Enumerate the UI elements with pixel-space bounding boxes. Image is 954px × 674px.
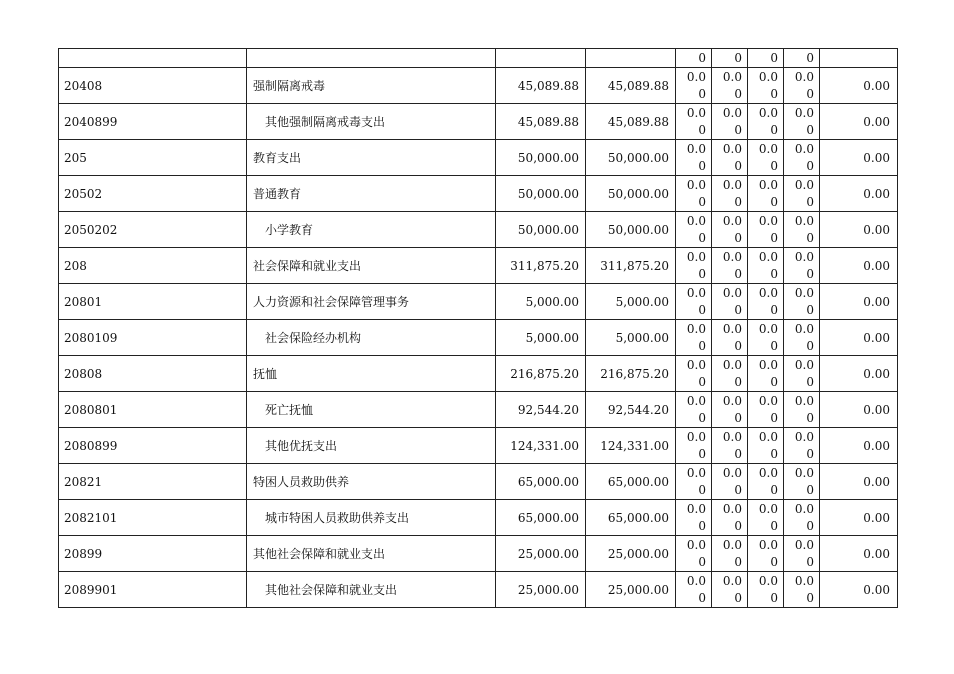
small-value-line2: 0 [770,86,778,101]
small-value-line2: 0 [770,194,778,209]
small-value-cell [784,140,820,176]
name-cell: 其他强制隔离戒毒支出 [247,104,496,140]
small-value-line1: 0.0 [686,141,706,156]
small-value-line1: 0.0 [758,249,778,264]
small-value-line1: 0.0 [722,393,742,408]
name-cell [247,49,496,68]
small-value-line1: 0.0 [686,573,706,588]
small-value-line1: 0.0 [722,573,742,588]
small-value-line2: 0 [806,410,814,425]
small-value-cell [784,320,820,356]
small-value-line1: 0.0 [722,321,742,336]
table-row [59,392,898,428]
small-value-cell [676,500,712,536]
small-value-cell [712,464,748,500]
small-value-line2: 0 [806,122,814,137]
code-cell: 2080801 [59,392,247,428]
small-value-line2: 0 [806,446,814,461]
amount-cell: 65,000.00 [496,500,586,536]
code-cell: 20808 [59,356,247,392]
small-value-line2: 0 [734,86,742,101]
small-value-cell [712,212,748,248]
small-value-cell [676,392,712,428]
small-value-line2: 0 [770,374,778,389]
small-value-line2: 0 [734,158,742,173]
small-value-line2: 0 [806,554,814,569]
small-value-cell [676,284,712,320]
small-value-line1: 0.0 [758,501,778,516]
last-cell: 0.00 [820,536,898,572]
last-cell: 0.00 [820,248,898,284]
amount-cell: 25,000.00 [496,572,586,608]
small-value-cell [712,68,748,104]
small-value-cell [784,176,820,212]
small-value-line2: 0 [770,446,778,461]
small-value-line1: 0.0 [686,213,706,228]
small-value-cell [784,284,820,320]
small-value-line2: 0 [770,266,778,281]
small-value-line1: 0.0 [794,285,814,300]
small-value-line1: 0.0 [758,429,778,444]
small-value-line2: 0 [734,266,742,281]
amount-cell: 5,000.00 [496,320,586,356]
table-row [59,212,898,248]
small-value-cell: 0 [676,49,712,68]
small-value-line2: 0 [734,446,742,461]
amount-cell: 5,000.00 [586,320,676,356]
small-value-line2: 0 [698,554,706,569]
small-value-cell [676,464,712,500]
amount-cell: 5,000.00 [586,284,676,320]
code-cell: 20408 [59,68,247,104]
table-row [59,572,898,608]
name-cell: 特困人员救助供养 [247,464,496,500]
small-value-cell [748,176,784,212]
amount-cell: 45,089.88 [496,68,586,104]
last-cell [820,49,898,68]
last-cell: 0.00 [820,176,898,212]
small-value-line2: 0 [770,554,778,569]
small-value-line2: 0 [698,338,706,353]
amount-cell: 311,875.20 [496,248,586,284]
table-body [59,49,898,608]
amount-cell: 45,089.88 [586,104,676,140]
small-value-line1: 0.0 [758,69,778,84]
small-value-cell [676,212,712,248]
small-value-cell [712,248,748,284]
code-cell: 2050202 [59,212,247,248]
amount-cell: 50,000.00 [586,176,676,212]
small-value-cell [748,392,784,428]
small-value-line2: 0 [806,590,814,605]
name-cell: 抚恤 [247,356,496,392]
small-value-line2: 0 [698,446,706,461]
small-value-cell: 0 [748,49,784,68]
name-cell: 其他优抚支出 [247,428,496,464]
last-cell: 0.00 [820,428,898,464]
last-cell: 0.00 [820,68,898,104]
small-value-line1: 0.0 [794,573,814,588]
table-row [59,68,898,104]
small-value-cell [712,176,748,212]
small-value-line1: 0.0 [794,177,814,192]
small-value-line2: 0 [698,194,706,209]
small-value-cell [712,572,748,608]
small-value-line2: 0 [806,194,814,209]
small-value-line2: 0 [770,230,778,245]
amount-cell: 311,875.20 [586,248,676,284]
table-row [59,140,898,176]
amount-cell: 50,000.00 [586,212,676,248]
small-value-cell [784,212,820,248]
amount-cell: 50,000.00 [496,140,586,176]
small-value-line2: 0 [806,374,814,389]
small-value-cell [676,68,712,104]
small-value-line1: 0.0 [722,285,742,300]
small-value-line1: 0.0 [758,357,778,372]
table-row [59,500,898,536]
small-value-line2: 0 [698,158,706,173]
name-cell: 其他社会保障和就业支出 [247,536,496,572]
small-value-line2: 0 [770,122,778,137]
small-value-cell [712,104,748,140]
amount-cell [496,49,586,68]
name-cell: 小学教育 [247,212,496,248]
amount-cell: 92,544.20 [496,392,586,428]
amount-cell: 65,000.00 [496,464,586,500]
last-cell: 0.00 [820,500,898,536]
small-value-line2: 0 [770,158,778,173]
amount-cell: 50,000.00 [496,212,586,248]
small-value-line2: 0 [698,86,706,101]
small-value-cell [676,428,712,464]
small-value-line2: 0 [698,410,706,425]
amount-cell: 124,331.00 [586,428,676,464]
small-value-cell: 0 [712,49,748,68]
amount-cell: 65,000.00 [586,500,676,536]
table-row [59,464,898,500]
small-value-line2: 0 [698,518,706,533]
small-value-line1: 0.0 [794,321,814,336]
small-value-line1: 0.0 [758,285,778,300]
small-value-line1: 0.0 [758,573,778,588]
small-value-line1: 0.0 [722,177,742,192]
small-value-line1: 0.0 [686,69,706,84]
small-value-line1: 0.0 [722,141,742,156]
small-value-cell [712,392,748,428]
small-value-line2: 0 [698,374,706,389]
small-value-line1: 0.0 [758,393,778,408]
small-value-line2: 0 [698,266,706,281]
code-cell: 205 [59,140,247,176]
table-row [59,248,898,284]
small-value-cell [784,68,820,104]
last-cell: 0.00 [820,140,898,176]
code-cell: 2082101 [59,500,247,536]
small-value-line2: 0 [734,302,742,317]
small-value-line2: 0 [806,86,814,101]
small-value-cell [712,140,748,176]
small-value-line2: 0 [770,410,778,425]
small-value-line2: 0 [698,230,706,245]
name-cell: 其他社会保障和就业支出 [247,572,496,608]
small-value-line1: 0.0 [686,357,706,372]
small-value-line1: 0.0 [758,141,778,156]
amount-cell: 124,331.00 [496,428,586,464]
small-value-line2: 0 [770,338,778,353]
small-value-cell [748,212,784,248]
code-cell: 2040899 [59,104,247,140]
small-value-cell [748,68,784,104]
table-row [59,284,898,320]
small-value-line1: 0.0 [722,537,742,552]
small-value-line2: 0 [734,590,742,605]
small-value-line1: 0.0 [686,393,706,408]
small-value-cell [712,428,748,464]
small-value-cell [784,392,820,428]
small-value-cell [748,320,784,356]
small-value-line2: 0 [698,122,706,137]
code-cell: 208 [59,248,247,284]
small-value-line2: 0 [806,230,814,245]
code-cell: 20801 [59,284,247,320]
small-value-cell [748,572,784,608]
small-value-cell [748,140,784,176]
small-value-line1: 0.0 [686,105,706,120]
small-value-line1: 0.0 [794,213,814,228]
small-value-line1: 0.0 [794,141,814,156]
small-value-line1: 0.0 [722,429,742,444]
amount-cell: 25,000.00 [586,572,676,608]
small-value-line2: 0 [770,482,778,497]
code-cell: 20502 [59,176,247,212]
small-value-line2: 0 [698,302,706,317]
small-value-line1: 0.0 [758,105,778,120]
small-value-line1: 0.0 [794,357,814,372]
small-value-line1: 0.0 [758,177,778,192]
table-row [59,356,898,392]
small-value-line2: 0 [698,482,706,497]
small-value-cell [784,500,820,536]
small-value-line2: 0 [734,374,742,389]
small-value-cell [748,428,784,464]
small-value-line2: 0 [698,590,706,605]
small-value-cell [676,104,712,140]
small-value-line1: 0.0 [794,105,814,120]
small-value-line2: 0 [770,302,778,317]
small-value-line1: 0.0 [686,537,706,552]
small-value-line1: 0.0 [686,249,706,264]
last-cell: 0.00 [820,212,898,248]
small-value-line2: 0 [806,158,814,173]
small-value-line1: 0.0 [686,429,706,444]
code-cell: 2089901 [59,572,247,608]
small-value-line1: 0.0 [722,465,742,480]
small-value-line2: 0 [770,518,778,533]
small-value-line1: 0.0 [794,429,814,444]
amount-cell: 25,000.00 [496,536,586,572]
amount-cell: 25,000.00 [586,536,676,572]
small-value-line1: 0.0 [794,465,814,480]
small-value-cell [748,464,784,500]
table-row [59,320,898,356]
name-cell: 普通教育 [247,176,496,212]
last-cell: 0.00 [820,572,898,608]
small-value-line2: 0 [806,518,814,533]
small-value-line1: 0.0 [794,249,814,264]
small-value-cell [784,572,820,608]
small-value-line1: 0.0 [758,321,778,336]
name-cell: 人力资源和社会保障管理事务 [247,284,496,320]
last-cell: 0.00 [820,464,898,500]
amount-cell: 5,000.00 [496,284,586,320]
small-value-cell [748,536,784,572]
small-value-cell [784,356,820,392]
last-cell: 0.00 [820,320,898,356]
amount-cell: 50,000.00 [586,140,676,176]
small-value-line1: 0.0 [686,321,706,336]
budget-table [58,48,898,608]
last-cell: 0.00 [820,356,898,392]
small-value-line1: 0.0 [722,249,742,264]
table-row [59,104,898,140]
code-cell: 20899 [59,536,247,572]
table-row [59,428,898,464]
small-value-cell [712,536,748,572]
small-value-cell [712,320,748,356]
small-value-line1: 0.0 [722,501,742,516]
amount-cell: 45,089.88 [496,104,586,140]
small-value-line1: 0.0 [794,501,814,516]
small-value-line1: 0.0 [758,213,778,228]
small-value-line1: 0.0 [794,69,814,84]
small-value-cell [784,464,820,500]
amount-cell: 65,000.00 [586,464,676,500]
small-value-cell [676,176,712,212]
amount-cell: 216,875.20 [586,356,676,392]
last-cell: 0.00 [820,392,898,428]
small-value-line2: 0 [734,338,742,353]
small-value-line1: 0.0 [794,537,814,552]
small-value-cell [784,104,820,140]
amount-cell [586,49,676,68]
last-cell: 0.00 [820,104,898,140]
small-value-cell [748,104,784,140]
small-value-line2: 0 [806,482,814,497]
small-value-line2: 0 [770,590,778,605]
code-cell: 2080109 [59,320,247,356]
small-value-line1: 0.0 [686,285,706,300]
small-value-cell [676,572,712,608]
small-value-line2: 0 [734,230,742,245]
table-row-top [59,49,898,68]
table-row [59,536,898,572]
small-value-cell [748,500,784,536]
small-value-cell [676,140,712,176]
small-value-line2: 0 [806,266,814,281]
amount-cell: 45,089.88 [586,68,676,104]
small-value-line1: 0.0 [686,501,706,516]
code-cell: 2080899 [59,428,247,464]
amount-cell: 216,875.20 [496,356,586,392]
name-cell: 社会保障和就业支出 [247,248,496,284]
small-value-line1: 0.0 [758,537,778,552]
small-value-cell [676,356,712,392]
small-value-line1: 0.0 [722,105,742,120]
small-value-line1: 0.0 [722,213,742,228]
table-row [59,176,898,212]
small-value-line2: 0 [734,518,742,533]
small-value-line2: 0 [734,410,742,425]
small-value-cell [748,356,784,392]
small-value-cell [676,248,712,284]
small-value-line1: 0.0 [686,177,706,192]
small-value-cell [784,248,820,284]
small-value-cell [748,284,784,320]
last-cell: 0.00 [820,284,898,320]
small-value-cell [676,536,712,572]
name-cell: 强制隔离戒毒 [247,68,496,104]
small-value-line2: 0 [734,482,742,497]
small-value-line2: 0 [734,194,742,209]
small-value-line1: 0.0 [794,393,814,408]
amount-cell: 50,000.00 [496,176,586,212]
code-cell [59,49,247,68]
small-value-cell [676,320,712,356]
small-value-line2: 0 [734,554,742,569]
small-value-cell [712,284,748,320]
small-value-cell [712,356,748,392]
small-value-cell: 0 [784,49,820,68]
code-cell: 20821 [59,464,247,500]
small-value-cell [784,428,820,464]
name-cell: 死亡抚恤 [247,392,496,428]
small-value-line1: 0.0 [722,69,742,84]
name-cell: 教育支出 [247,140,496,176]
small-value-cell [784,536,820,572]
small-value-line2: 0 [806,302,814,317]
name-cell: 城市特困人员救助供养支出 [247,500,496,536]
small-value-line1: 0.0 [722,357,742,372]
small-value-line1: 0.0 [758,465,778,480]
small-value-cell [748,248,784,284]
small-value-line2: 0 [734,122,742,137]
amount-cell: 92,544.20 [586,392,676,428]
name-cell: 社会保险经办机构 [247,320,496,356]
small-value-line1: 0.0 [686,465,706,480]
small-value-cell [712,500,748,536]
small-value-line2: 0 [806,338,814,353]
